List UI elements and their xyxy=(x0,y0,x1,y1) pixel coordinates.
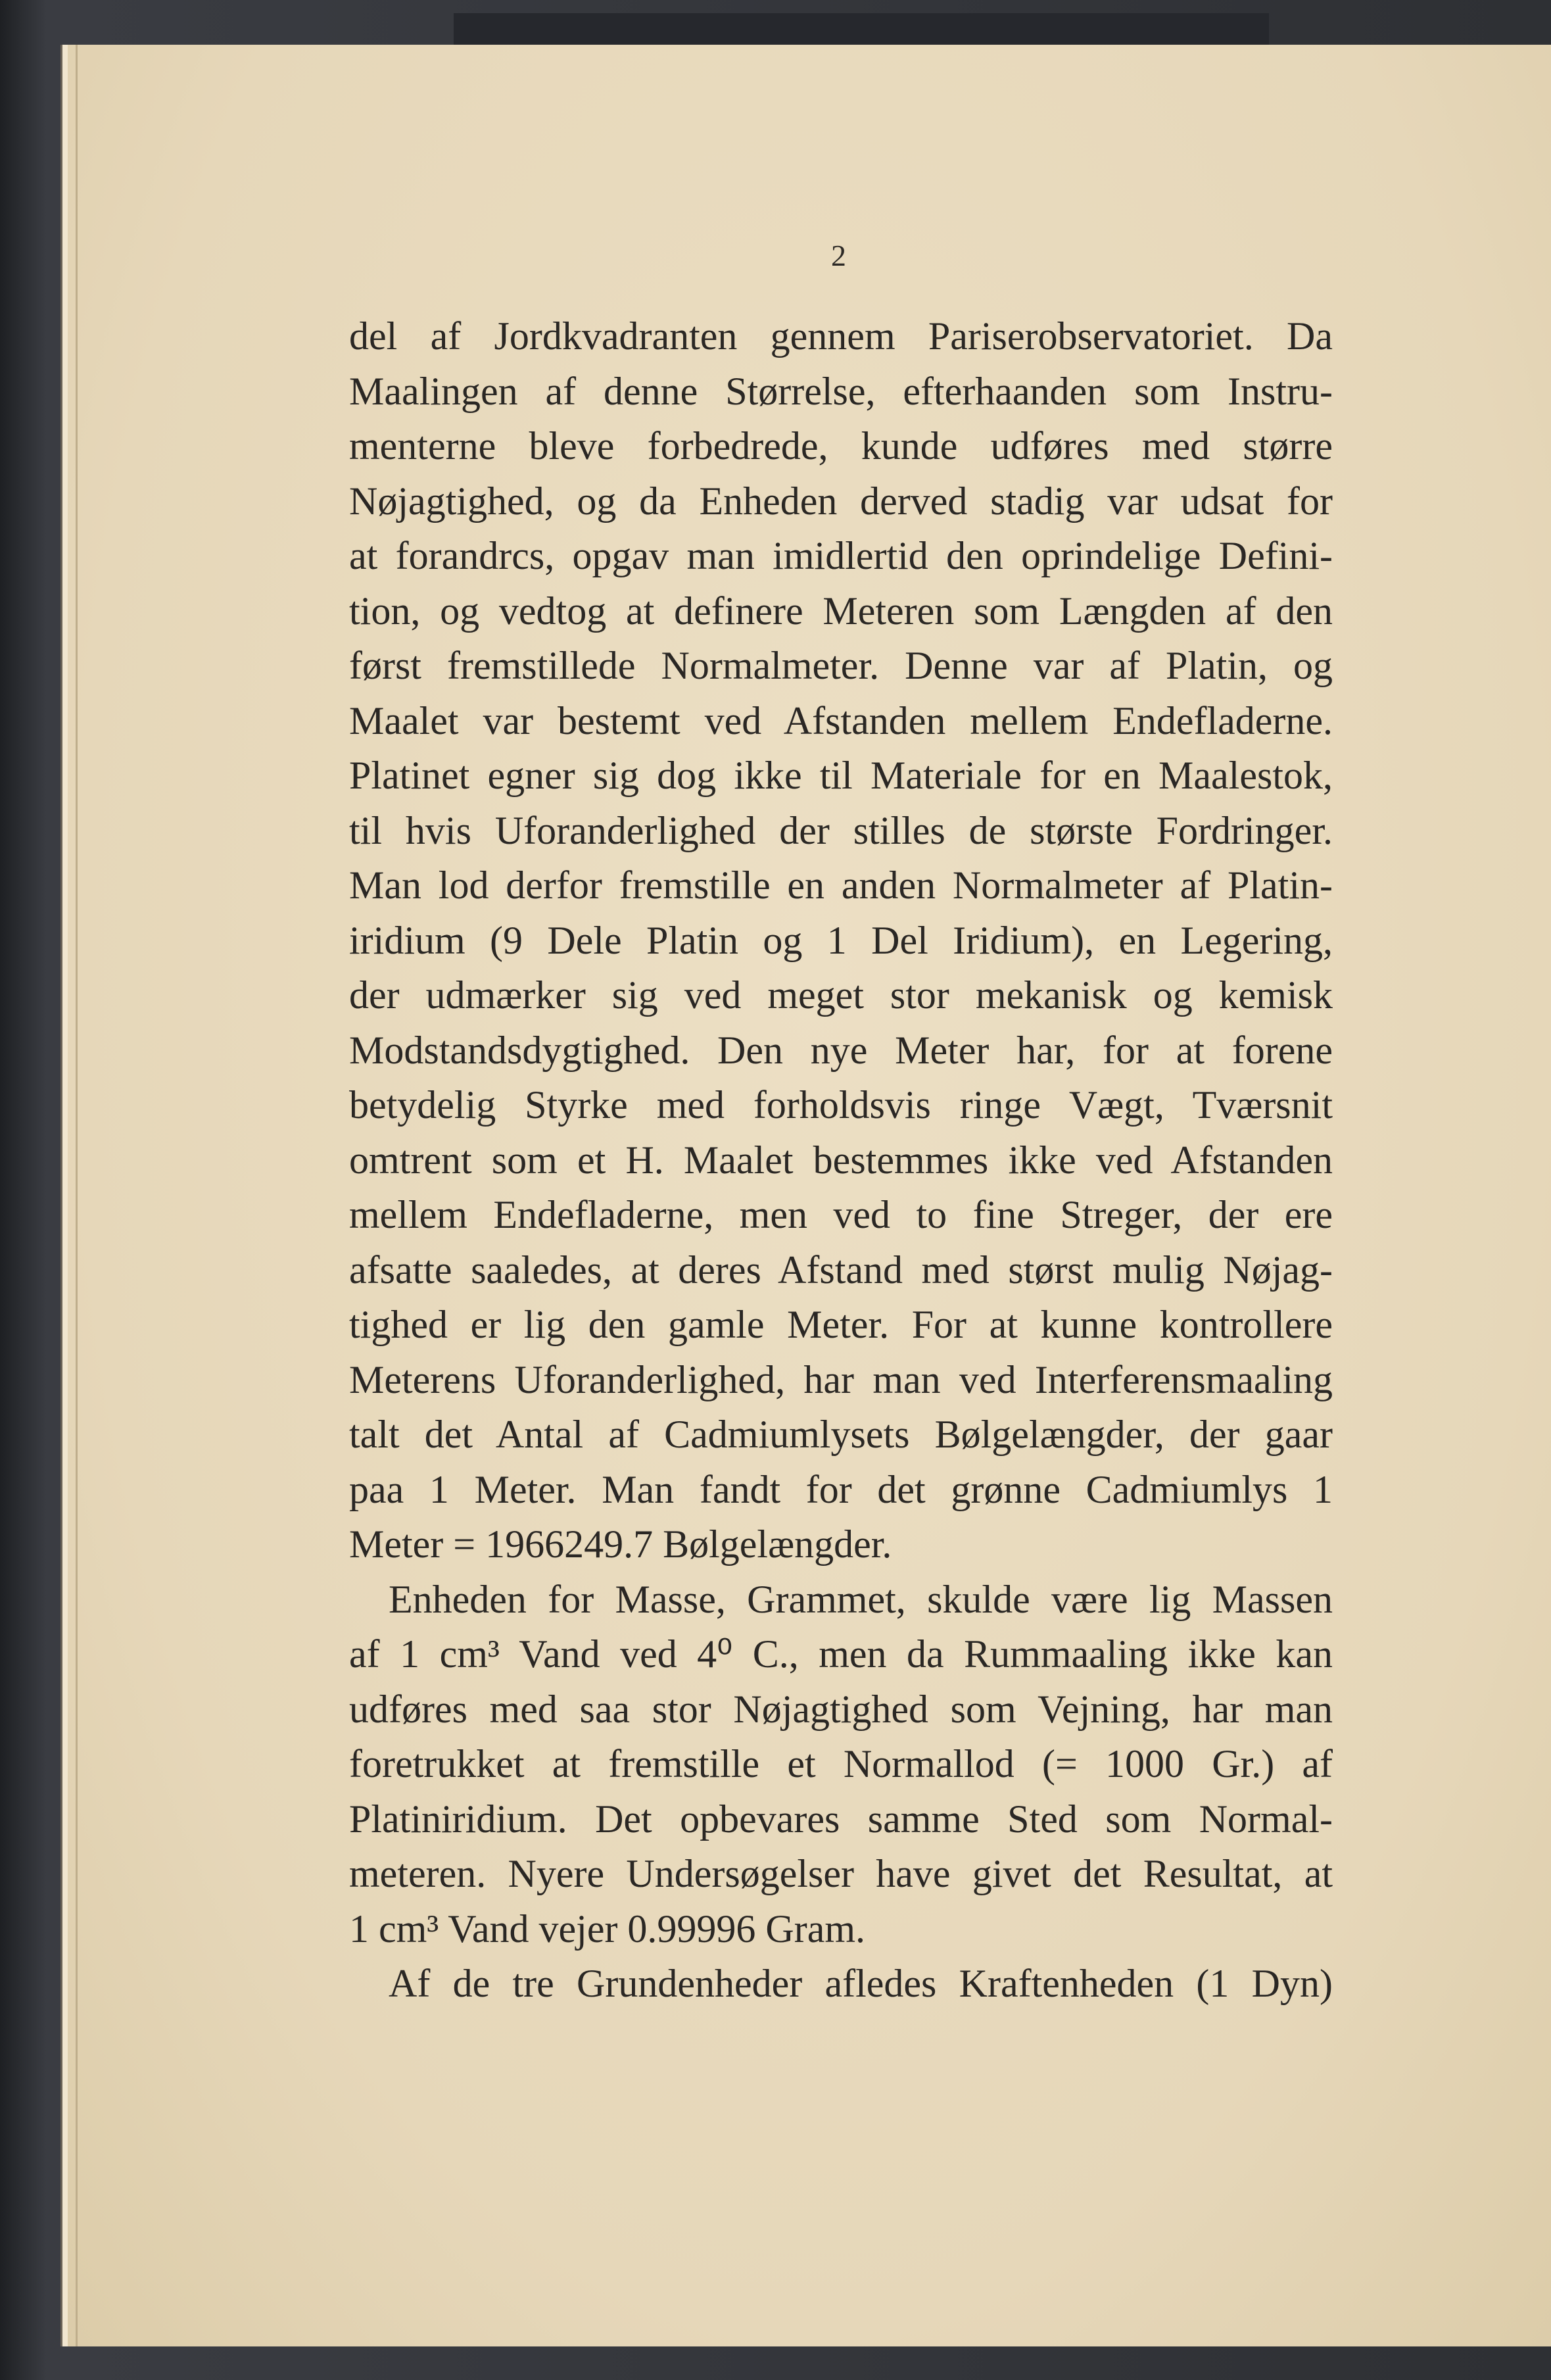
text-line: afsatte saaledes, at deres Afstand med størst mulig Nøjag- xyxy=(349,1248,1333,1292)
text-line: mellem Endefladerne, men ved to fine Streger, der ere xyxy=(349,1193,1333,1236)
text-line: omtrent som et H. Maalet bestemmes ikke ved Afstanden xyxy=(349,1138,1333,1182)
text-line: Maalingen af denne Størrelse, efterhaanden som Instru- xyxy=(349,369,1333,413)
page-number: 2 xyxy=(831,239,846,272)
text-line: Man lod derfor fremstille en anden Normalmeter af Platin- xyxy=(349,863,1333,907)
text-line: Nøjagtighed, og da Enheden derved stadig var udsat for xyxy=(349,479,1333,523)
text-line: tion, og vedtog at definere Meteren som Længden af den xyxy=(349,589,1333,633)
text-line: Meterens Uforanderlighed, har man ved Interferensmaaling xyxy=(349,1357,1333,1401)
text-line: meteren. Nyere Undersøgelser have givet det Resultat, at xyxy=(349,1852,1333,1895)
text-line: betydelig Styrke med forholdsvis ringe Vægt, Tværsnit xyxy=(349,1083,1333,1127)
text-line: Modstandsdygtighed. Den nye Meter har, for at forene xyxy=(349,1028,1333,1072)
body-text xyxy=(349,309,1333,2012)
text-line: menterne bleve forbedrede, kunde udføres med større xyxy=(349,424,1333,468)
text-line: først fremstillede Normalmeter. Denne var af Platin, og xyxy=(349,644,1333,687)
text-line: at forandrcs, opgav man imidlertid den oprindelige Defini- xyxy=(349,534,1333,577)
text-line: paa 1 Meter. Man fandt for det grønne Cadmiumlys 1 xyxy=(349,1467,1333,1511)
text-line: Platiniridium. Det opbevares samme Sted som Normal- xyxy=(349,1797,1333,1841)
text-line: iridium (9 Dele Platin og 1 Del Iridium), en Legering, xyxy=(349,918,1333,962)
text-line: Af de tre Grundenheder afledes Kraftenheden (1 Dyn) xyxy=(389,1962,1333,2005)
text-line: Maalet var bestemt ved Afstanden mellem Endefladerne. xyxy=(349,698,1333,742)
text-line: Meter = 1966249.7 Bølgelængder. xyxy=(349,1522,892,1566)
text-line: til hvis Uforanderlighed der stilles de største Fordringer. xyxy=(349,808,1333,852)
text-line: 1 cm³ Vand vejer 0.99996 Gram. xyxy=(349,1906,866,1951)
text-line: af 1 cm³ Vand ved 4⁰ C., men da Rummaaling ikke kan xyxy=(349,1632,1333,1676)
text-line: foretrukket at fremstille et Normallod (= 1000 Gr.) af xyxy=(349,1742,1333,1785)
text-line: tighed er lig den gamle Meter. For at kunne kontrollere xyxy=(349,1303,1333,1346)
text-line: del af Jordkvadranten gennem Pariserobservatoriet. Da xyxy=(349,314,1333,358)
text-line: der udmærker sig ved meget stor mekanisk og kemisk xyxy=(349,973,1333,1017)
text-line: Enheden for Masse, Grammet, skulde være lig Massen xyxy=(389,1577,1333,1621)
text-line: talt det Antal af Cadmiumlysets Bølgelængder, der gaar xyxy=(349,1413,1333,1456)
text-line: Platinet egner sig dog ikke til Materiale for en Maalestok, xyxy=(349,754,1333,797)
text-line: udføres med saa stor Nøjagtighed som Vejning, har man xyxy=(349,1687,1333,1731)
